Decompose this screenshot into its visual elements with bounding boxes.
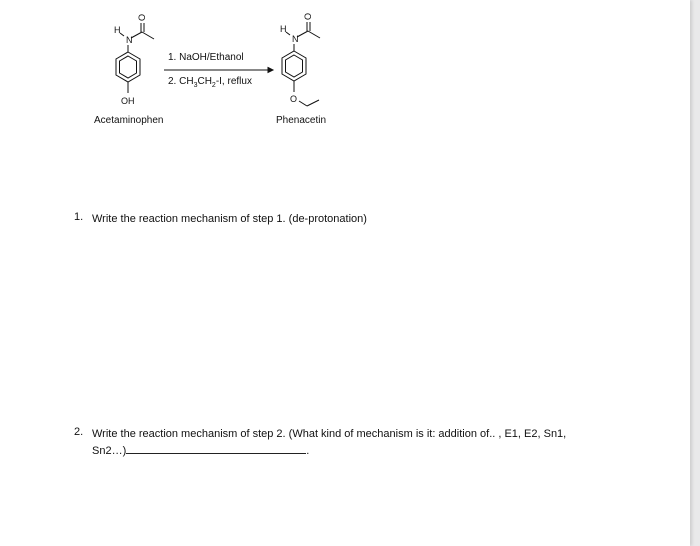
condition-step-2: 2. $CH_3CH_2-I$, reflux (168, 76, 252, 89)
reaction-arrow (164, 68, 273, 73)
structures-svg (0, 0, 420, 140)
question-2-number: 2. (74, 426, 84, 438)
reactant-name: Acetaminophen (94, 115, 164, 126)
phenacetin-o-atom: O (303, 12, 314, 21)
answer-blank[interactable] (126, 444, 306, 454)
phenacetin-n-atom: N (292, 34, 299, 44)
question-1-number: 1. (74, 211, 84, 223)
question-2-line-2-suffix: . (306, 445, 310, 457)
question-2-line-2-prefix: Sn2…) (92, 445, 127, 457)
question-2-line-1: Write the reaction mechanism of step 2. (What kind of mechanism is it: addition of.. , E1, E2, Sn1, (92, 428, 567, 440)
acetaminophen-structure (116, 23, 154, 93)
acetaminophen-n-atom: N (126, 35, 133, 45)
question-2-text (92, 426, 566, 460)
product-name: Phenacetin (276, 115, 327, 126)
acetaminophen-h-atom: H (114, 25, 121, 35)
phenacetin-ether-o-atom: O (290, 94, 298, 104)
phenacetin-h-atom: H (280, 24, 287, 34)
condition-step-1: 1. NaOH/Ethanol (168, 52, 244, 63)
question-1-text: Write the reaction mechanism of step 1. (de-protonation) (92, 213, 367, 225)
acetaminophen-oh-group: OH (121, 96, 135, 106)
phenacetin-structure (282, 22, 320, 106)
reaction-scheme (0, 0, 420, 140)
acetaminophen-o-atom: O (137, 13, 148, 22)
